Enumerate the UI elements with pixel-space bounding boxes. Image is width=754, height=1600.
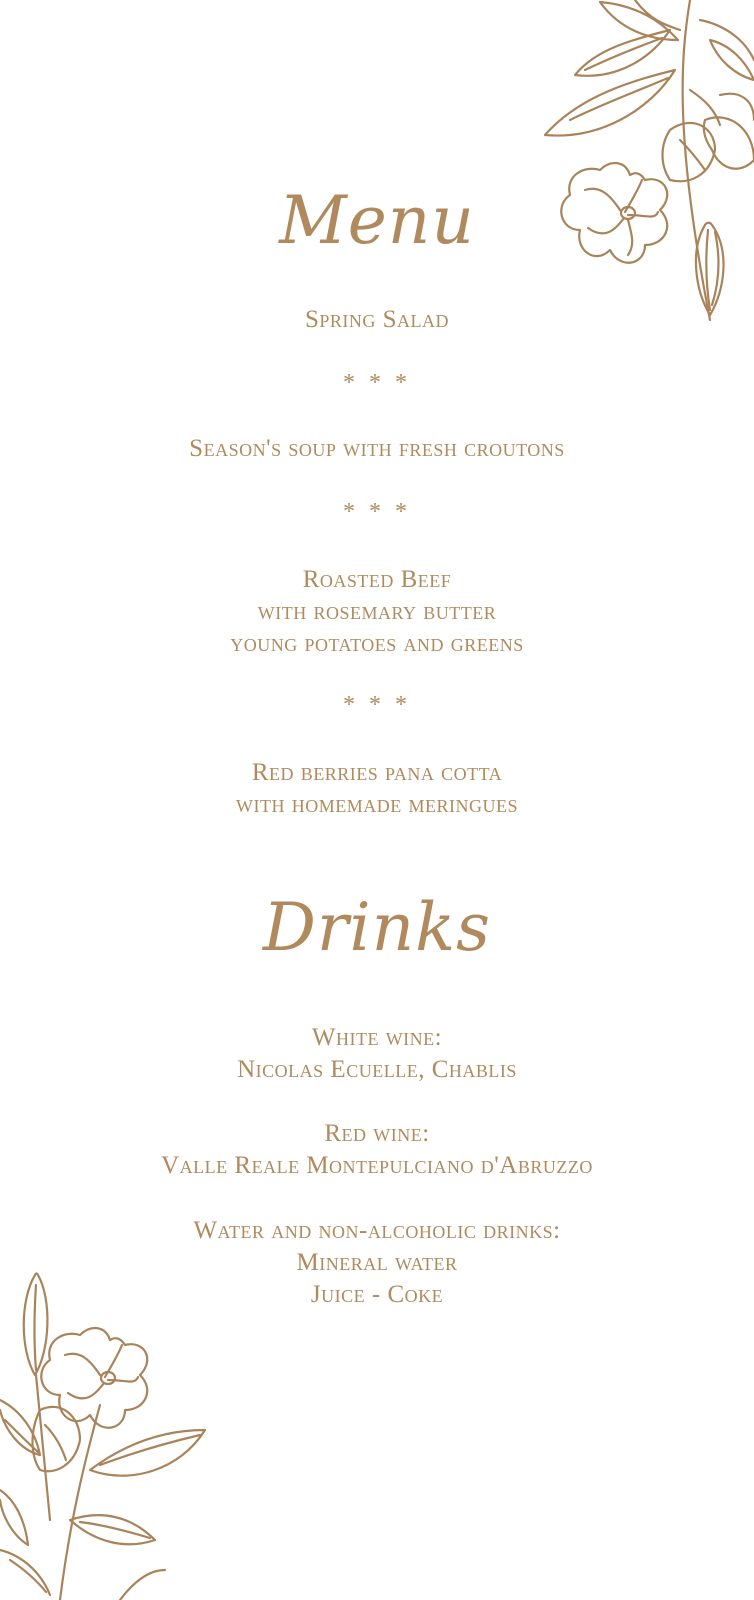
course-line: Season's soup with fresh croutons [189,435,565,462]
drinks-item: Mineral water [296,1249,458,1276]
drinks-group-non-alcoholic [0,1215,754,1311]
course-spring-salad [0,304,754,336]
floral-branch-bottom-left-icon [0,1270,210,1600]
course-line: Red berries pana cotta [251,759,503,786]
course-dessert [0,757,754,821]
drinks-item: Valle Reale Montepulciano d'Abruzzo [161,1152,593,1179]
course-roasted-beef [0,564,754,660]
course-line: Roasted Beef [302,566,452,593]
drinks-item: Juice - Coke [310,1281,444,1308]
course-separator: * * * [343,692,411,718]
drinks-group-heading: White wine: [311,1024,443,1051]
drinks-group-heading: Water and non-alcoholic drinks: [193,1217,561,1244]
floral-branch-top-right-icon [540,0,754,330]
course-separator: * * * [343,370,411,396]
course-line: with homemade meringues [236,791,518,818]
drinks-title: Drinks [263,889,491,966]
drinks-item: Nicolas Ecuelle, Chablis [237,1056,517,1083]
course-line: Spring Salad [304,306,450,333]
course-soup [0,433,754,465]
drinks-group-red-wine [0,1118,754,1182]
course-line: with rosemary butter [257,598,497,625]
course-separator: * * * [343,499,411,525]
course-line: young potatoes and greens [230,630,524,657]
drinks-group-white-wine [0,1022,754,1086]
drinks-group-heading: Red wine: [324,1120,430,1147]
menu-title: Menu [279,182,475,259]
